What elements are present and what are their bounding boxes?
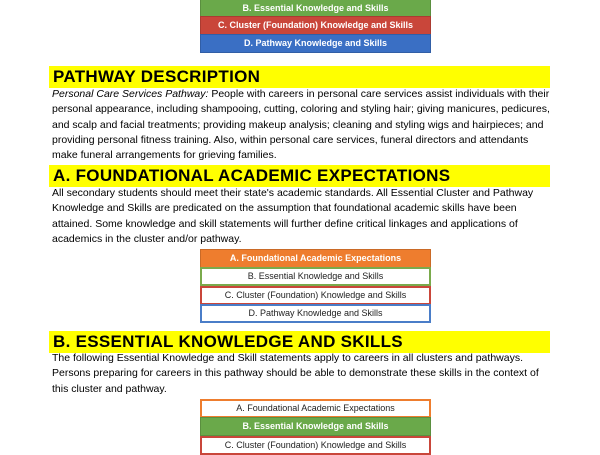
nav-essential-knowledge-active[interactable]: B. Essential Knowledge and Skills [200,417,431,436]
section-b-text: The following Essential Knowledge and Skill statements apply to careers in all clusters and pathways. Persons preparing for careers in this pathway should be able to demonstrate these skills in the context of this cluster and pathway. [52,352,539,395]
pathway-description-body: People with careers in personal care services assist individuals with their personal appearance, including shampooing, cutting, coloring and styling hair; giving manicures, pedicures, and scalp and facial treatments; providing makeup analysis; cleaning and styling wigs and hairpieces; and providing personal fitness training. Also, within personal care services, funeral directors and attendants make funeral arrangements for grieving families. [52,88,550,162]
nav-foundational-academic-active[interactable]: A. Foundational Academic Expectations [200,249,431,268]
pathway-description-text [52,87,552,163]
nav-cluster-knowledge[interactable]: C. Cluster (Foundation) Knowledge and Skills [200,286,431,305]
nav-cluster-knowledge[interactable]: C. Cluster (Foundation) Knowledge and Skills [200,16,431,35]
section-a-heading: A. FOUNDATIONAL ACADEMIC EXPECTATIONS [49,165,550,187]
section-a-text: All secondary students should meet their state's academic standards. All Essential Cluster and Pathway Knowledge and Skills are predicated on the assumption that foundational academic skills have been attained. Some knowledge and skill statements will further define critical linkages and applications of academics in the cluster and/or pathway. [52,187,534,245]
nav-pathway-knowledge[interactable]: D. Pathway Knowledge and Skills [200,304,431,323]
nav-foundational-academic[interactable]: A. Foundational Academic Expectations [200,399,431,418]
nav-pathway-knowledge[interactable]: D. Pathway Knowledge and Skills [200,34,431,53]
nav-essential-knowledge[interactable]: B. Essential Knowledge and Skills [200,267,431,286]
pathway-name: Personal Care Services Pathway: [52,88,209,100]
pathway-description-heading: PATHWAY DESCRIPTION [49,66,550,88]
section-b-heading: B. ESSENTIAL KNOWLEDGE AND SKILLS [49,331,550,353]
nav-cluster-knowledge[interactable]: C. Cluster (Foundation) Knowledge and Skills [200,436,431,455]
nav-essential-knowledge-active[interactable]: B. Essential Knowledge and Skills [200,0,431,18]
